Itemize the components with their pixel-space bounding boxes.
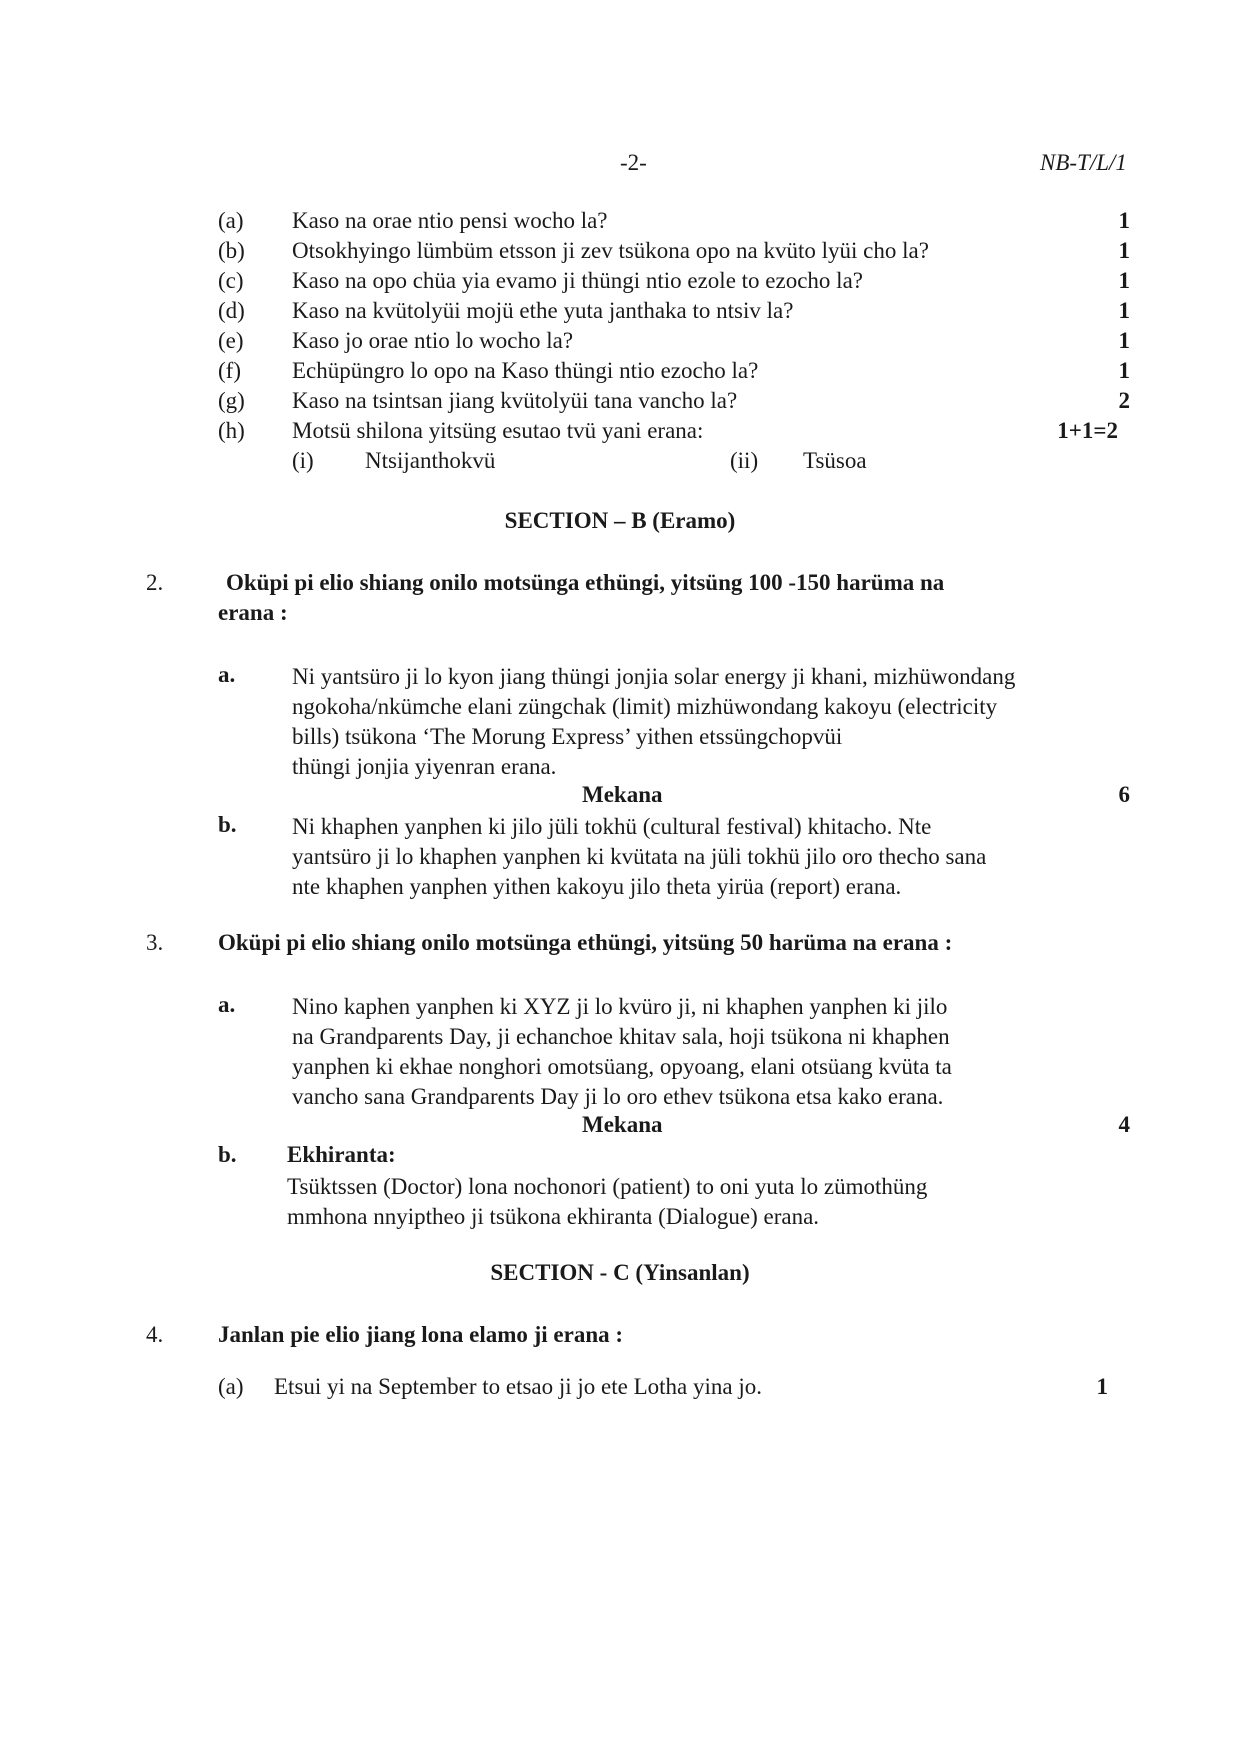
part-label: a. xyxy=(218,992,236,1017)
paper-code: NB-T/L/1 xyxy=(1040,150,1127,175)
item-label: (a) xyxy=(218,208,244,233)
part-label: b. xyxy=(218,1142,237,1167)
item-text: Kaso jo orae ntio lo wocho la? xyxy=(292,328,574,353)
text-line: vancho sana Grandparents Day ji lo oro ethev tsükona etsa kako erana. xyxy=(292,1084,944,1109)
item-marks: 1+1=2 xyxy=(1057,418,1118,443)
item-label: (g) xyxy=(218,388,245,413)
sub-item-label: (ii) xyxy=(730,448,759,473)
sub-item-label: (i) xyxy=(292,448,314,473)
text-line: na Grandparents Day, ji echanchoe khitav sala, hoji tsükona ni khaphen xyxy=(292,1024,950,1049)
item-label: (b) xyxy=(218,238,245,263)
text-line: bills) tsükona ‘The Morung Express’ yithen etssüngchopvüi xyxy=(292,724,843,749)
item-text: Kaso na tsintsan jiang kvütolyüi tana vancho la? xyxy=(292,388,738,413)
part-b-text xyxy=(292,812,986,902)
question-marks: 6 xyxy=(1118,782,1130,807)
item-text: Kaso na kvütolyüi mojü ethe yuta janthaka to ntsiv la? xyxy=(292,298,794,323)
item-label: (d) xyxy=(218,298,245,323)
text-line: Nino kaphen yanphen ki XYZ ji lo kvüro ji, ni khaphen yanphen ki jilo xyxy=(292,994,948,1019)
part-label: a. xyxy=(218,662,236,687)
mekana-label: Mekana xyxy=(582,782,663,807)
text-line: mmhona nnyiptheo ji tsükona ekhiranta (Dialogue) erana. xyxy=(287,1204,820,1229)
item-marks: 1 xyxy=(1118,238,1130,263)
text-line: Tsüktssen (Doctor) lona nochonori (patient) to oni yuta lo zümothüng xyxy=(287,1174,928,1199)
text-line: ngokoha/nkümche elani züngchak (limit) mizhüwondang kakoyu (electricity xyxy=(292,694,998,719)
item-text: Kaso na orae ntio pensi wocho la? xyxy=(292,208,608,233)
item-label: (a) xyxy=(218,1374,244,1399)
item-marks: 2 xyxy=(1118,388,1130,413)
question-heading: Janlan pie elio jiang lona elamo ji erana : xyxy=(218,1322,624,1347)
text-line: thüngi jonjia yiyenran erana. xyxy=(292,754,557,779)
item-label: (h) xyxy=(218,418,245,443)
item-text: Otsokhyingo lümbüm etsson ji zev tsükona opo na kvüto lyüi cho la? xyxy=(292,238,929,263)
item-label: (e) xyxy=(218,328,244,353)
item-text: Motsü shilona yitsüng esutao tvü yani erana: xyxy=(292,418,704,443)
question-number: 3. xyxy=(146,930,164,955)
item-marks: 1 xyxy=(1118,268,1130,293)
item-marks: 1 xyxy=(1118,358,1130,383)
part-a-text xyxy=(292,662,1015,782)
part-label: b. xyxy=(218,812,237,837)
item-label: (c) xyxy=(218,268,244,293)
item-marks: 1 xyxy=(1096,1374,1108,1399)
sub-item-text: Ntsijanthokvü xyxy=(365,448,496,473)
question-marks: 4 xyxy=(1118,1112,1130,1137)
page-number: -2- xyxy=(620,150,647,175)
item-marks: 1 xyxy=(1118,208,1130,233)
sub-item-text: Tsüsoa xyxy=(803,448,867,473)
part-a-text xyxy=(292,992,952,1112)
question-number: 4. xyxy=(146,1322,164,1347)
item-marks: 1 xyxy=(1118,328,1130,353)
question-heading-cont: erana : xyxy=(218,600,288,625)
question-heading: Oküpi pi elio shiang onilo motsünga ethüngi, yitsüng 100 -150 harüma na xyxy=(226,570,945,595)
item-marks: 1 xyxy=(1118,298,1130,323)
item-label: (f) xyxy=(218,358,241,383)
section-c-title: SECTION - C (Yinsanlan) xyxy=(490,1260,750,1285)
text-line: Ni khaphen yanphen ki jilo jüli tokhü (cultural festival) khitacho. Nte xyxy=(292,814,932,839)
text-line: yantsüro ji lo khaphen yanphen ki kvütata na jüli tokhü jilo oro thecho sana xyxy=(292,844,987,869)
part-b-heading: Ekhiranta: xyxy=(287,1142,396,1167)
item-text: Kaso na opo chüa yia evamo ji thüngi ntio ezole to ezocho la? xyxy=(292,268,863,293)
item-text: Echüpüngro lo opo na Kaso thüngi ntio ezocho la? xyxy=(292,358,759,383)
question-heading: Oküpi pi elio shiang onilo motsünga ethüngi, yitsüng 50 harüma na erana : xyxy=(218,930,953,955)
part-b-text xyxy=(287,1172,927,1232)
item-text: Etsui yi na September to etsao ji jo ete Lotha yina jo. xyxy=(274,1374,762,1399)
text-line: Ni yantsüro ji lo kyon jiang thüngi jonjia solar energy ji khani, mizhüwondang xyxy=(292,664,1016,689)
text-line: yanphen ki ekhae nonghori omotsüang, opyoang, elani otsüang kvüta ta xyxy=(292,1054,952,1079)
section-b-title: SECTION – B (Eramo) xyxy=(504,508,736,533)
text-line: nte khaphen yanphen yithen kakoyu jilo theta yirüa (report) erana. xyxy=(292,874,902,899)
mekana-label: Mekana xyxy=(582,1112,663,1137)
question-number: 2. xyxy=(146,570,164,595)
